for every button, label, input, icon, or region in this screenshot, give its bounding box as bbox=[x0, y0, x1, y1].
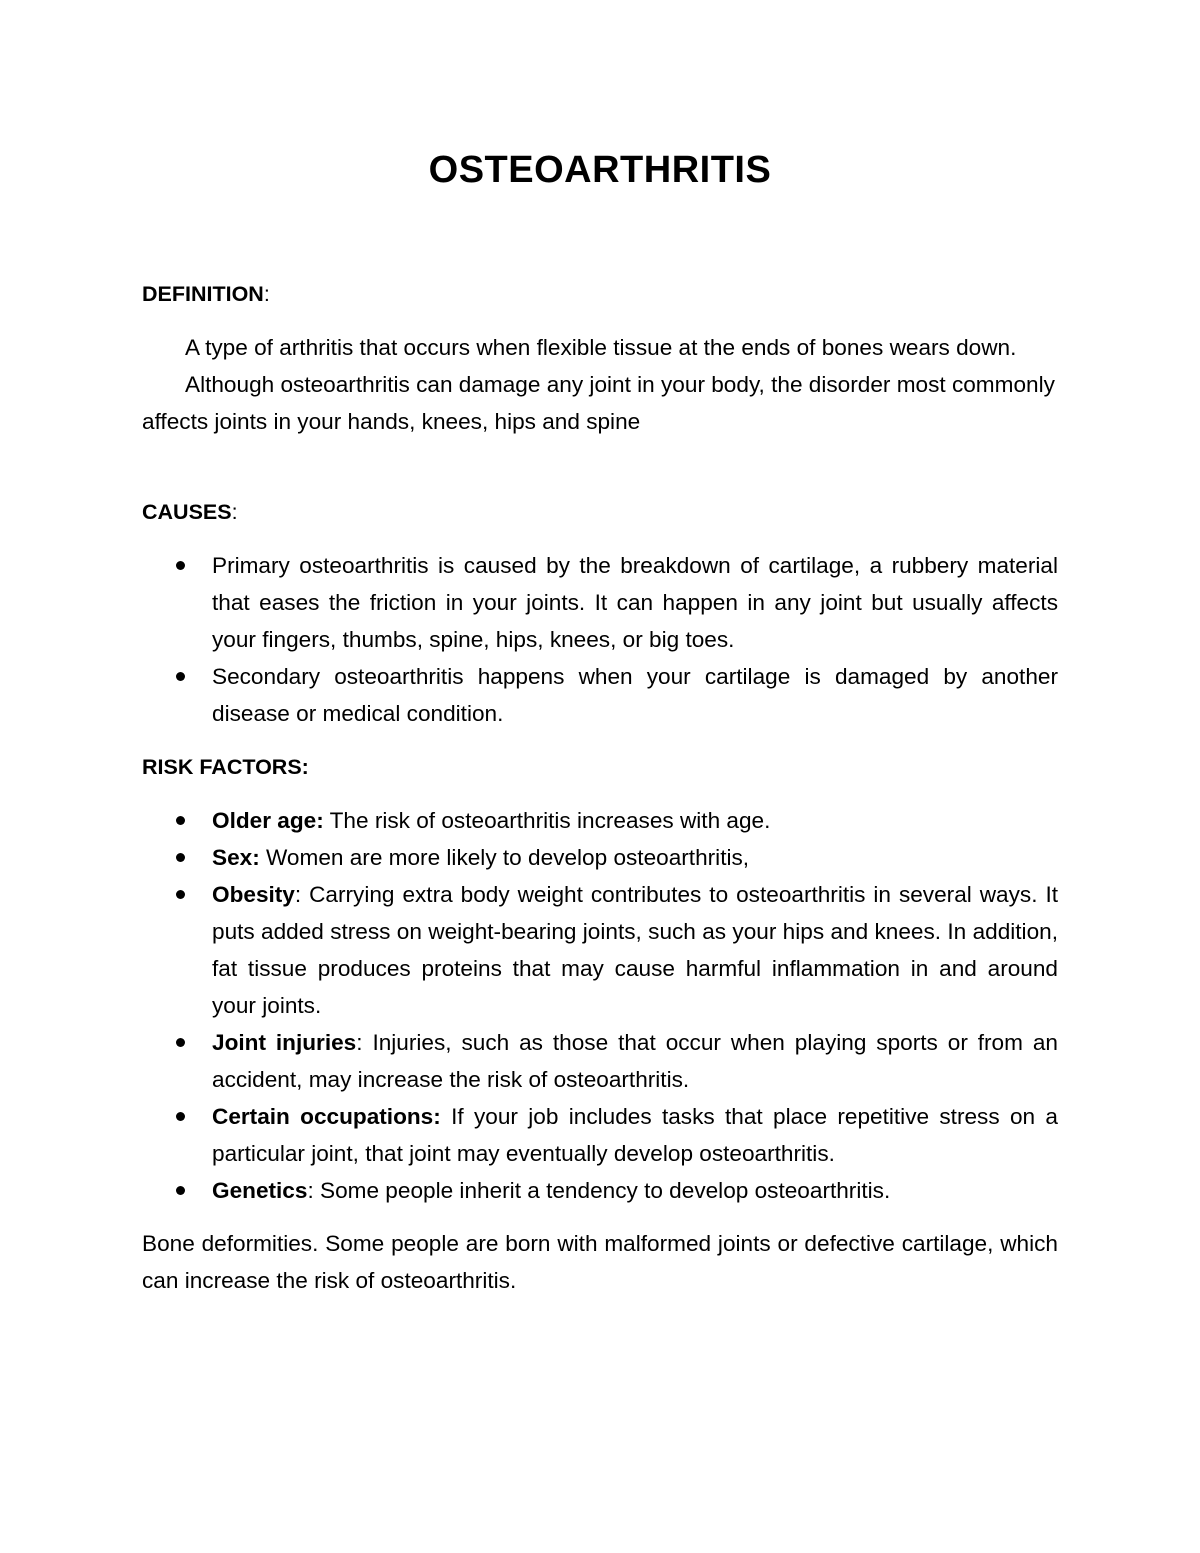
risk-text: : Injuries, such as those that occur when playing sports or from an accident, may increase the risk of osteoarthritis. bbox=[212, 1030, 1058, 1092]
bullet-icon bbox=[176, 1186, 185, 1195]
list-item bbox=[142, 1024, 1058, 1098]
cause-text: Primary osteoarthritis is caused by the breakdown of cartilage, a rubbery material that eases the friction in your joints. It can happen in any joint but usually affects your fingers, thumbs, spine, hips, knees, or big toes. bbox=[212, 553, 1058, 652]
bullet-icon bbox=[176, 672, 185, 681]
risk-factors-list bbox=[142, 802, 1058, 1209]
risk-factors-heading: RISK FACTORS: bbox=[142, 755, 309, 779]
risk-term: Certain occupations: bbox=[212, 1104, 441, 1129]
page-title: OSTEOARTHRITIS bbox=[428, 149, 772, 191]
causes-heading-colon: : bbox=[231, 500, 238, 524]
definition-heading bbox=[142, 276, 1058, 313]
bullet-icon bbox=[176, 890, 185, 899]
list-item bbox=[142, 1098, 1058, 1172]
causes-list bbox=[142, 547, 1058, 732]
list-item bbox=[142, 658, 1058, 732]
risk-text: Women are more likely to develop osteoarthritis, bbox=[259, 845, 750, 870]
risk-term: Joint injuries bbox=[212, 1030, 357, 1055]
cause-text: Secondary osteoarthritis happens when your cartilage is damaged by another disease or medical condition. bbox=[212, 664, 1058, 726]
risk-text: The risk of osteoarthritis increases with age. bbox=[323, 808, 771, 833]
list-item bbox=[142, 547, 1058, 658]
closing-paragraph: Bone deformities. Some people are born with malformed joints or defective cartilage, which can increase the risk of osteoarthritis. bbox=[142, 1231, 1058, 1293]
risk-term: Sex: bbox=[212, 845, 260, 870]
list-item bbox=[142, 1172, 1058, 1209]
risk-text: : Some people inherit a tendency to develop osteoarthritis. bbox=[307, 1178, 891, 1203]
risk-term: Genetics bbox=[212, 1178, 308, 1203]
risk-text: If your job includes tasks that place repetitive stress on a particular joint, that joint may eventually develop osteoarthritis. bbox=[212, 1104, 1058, 1166]
causes-heading-text: CAUSES bbox=[142, 500, 232, 524]
definition-paragraph-2: Although osteoarthritis can damage any joint in your body, the disorder most commonly affects joints in your hands, knees, hips and spine bbox=[142, 372, 1055, 434]
risk-term: Older age: bbox=[212, 808, 324, 833]
causes-heading bbox=[142, 494, 1058, 531]
definition-heading-colon: : bbox=[263, 282, 270, 306]
bullet-icon bbox=[176, 853, 185, 862]
bullet-icon bbox=[176, 1112, 185, 1121]
bullet-icon bbox=[176, 1038, 185, 1047]
list-item bbox=[142, 802, 1058, 839]
bullet-icon bbox=[176, 816, 185, 825]
list-item bbox=[142, 839, 1058, 876]
risk-term: Obesity bbox=[212, 882, 295, 907]
bullet-icon bbox=[176, 561, 185, 570]
definition-heading-text: DEFINITION bbox=[142, 282, 264, 306]
definition-paragraph-1: A type of arthritis that occurs when flexible tissue at the ends of bones wears down. bbox=[185, 335, 1017, 360]
list-item bbox=[142, 876, 1058, 1024]
document-body bbox=[142, 276, 1058, 1299]
risk-text: : Carrying extra body weight contributes to osteoarthritis in several ways. It puts added stress on weight-bearing joints, such as your hips and knees. In addition, fat tissue produces proteins that may cause harmful inflammation in and around your joints. bbox=[212, 882, 1058, 1018]
